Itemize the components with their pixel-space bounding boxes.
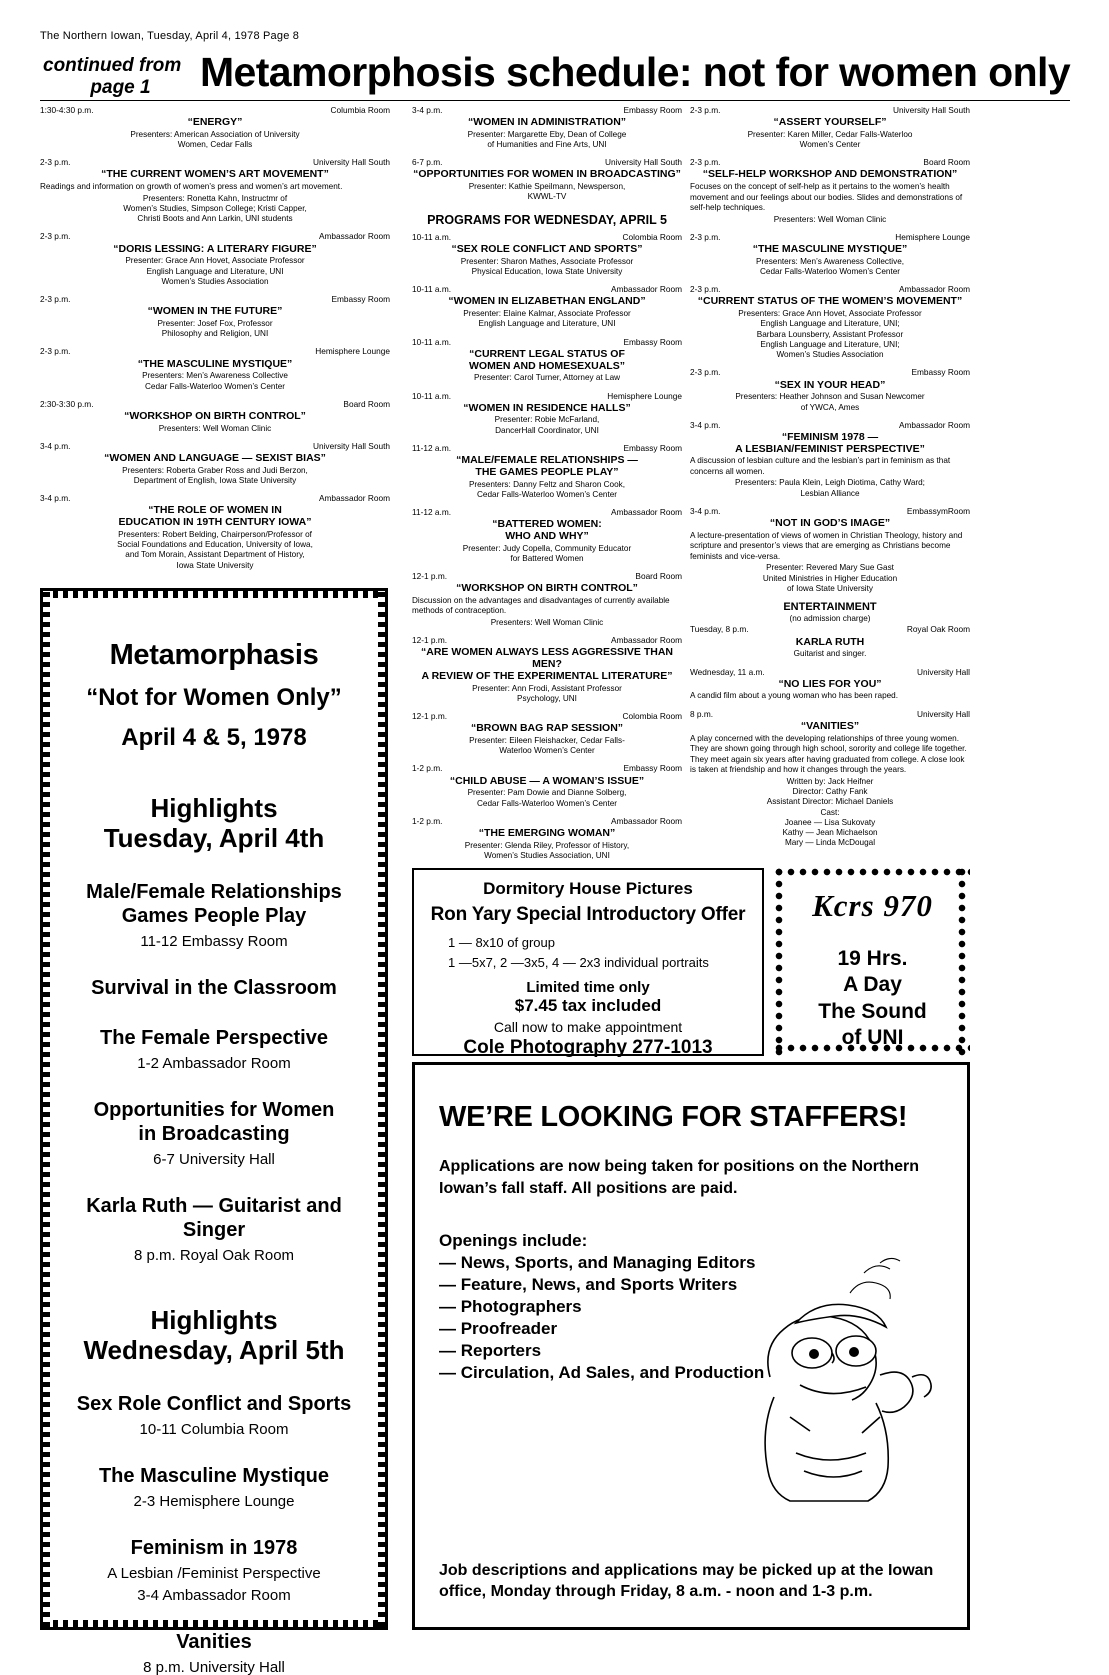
schedule-event xyxy=(40,493,390,571)
event-title: “SEX IN YOUR HEAD” xyxy=(774,378,886,391)
event-time: 2-3 p.m. xyxy=(690,157,721,168)
event-time: 2-3 p.m. xyxy=(690,284,721,295)
dorm-ad-limited: Limited time only xyxy=(526,979,650,996)
schedule-event xyxy=(40,105,390,150)
entertainment-heading: ENTERTAINMENT xyxy=(783,601,877,614)
event-presenters: Presenter: Sharon Mathes, Associate Professor Physical Education, Iowa State University xyxy=(460,256,634,277)
event-title: “OPPORTUNITIES FOR WOMEN IN BROADCASTING” xyxy=(413,168,681,181)
event-presenters: Presenters: Well Woman Clinic xyxy=(158,423,272,433)
event-presenters: Presenters: Roberta Graber Ross and Judi Berzon, Department of English, Iowa State University xyxy=(122,465,308,486)
staffers-recruitment-ad xyxy=(412,1062,970,1630)
schedule-event xyxy=(40,441,390,486)
event-presenters: Presenter: Grace Ann Hovet, Associate Professor English Language and Literature, UNI Women’s Studies Association xyxy=(125,256,305,286)
highlight-item-detail: 1-2 Ambassador Room xyxy=(137,1054,291,1072)
event-presenters: Presenter: Judy Copella, Community Educator for Battered Women xyxy=(462,543,632,563)
event-presenters: Presenters: Well Woman Clinic xyxy=(773,214,887,224)
schedule-column-2 xyxy=(412,105,682,868)
event-room: University Hall South xyxy=(604,157,682,168)
schedule-event xyxy=(412,507,682,564)
highlight-item: Feminism in 1978 xyxy=(130,1536,298,1559)
schedule-event xyxy=(690,667,970,702)
schedule-event xyxy=(412,763,682,808)
highlight-item-detail: 2-3 Hemisphere Lounge xyxy=(133,1492,295,1510)
event-presenters: Written by: Jack Heifner Director: Cathy Fank Assistant Director: Michael Daniels Cast: Joanee — Lisa Sukovaty Kathy — Jean Michaelson Mary — Linda McDougal xyxy=(766,776,894,848)
event-title: “MALE/FEMALE RELATIONSHIPS — THE GAMES PEOPLE PLAY” xyxy=(456,454,638,478)
event-time: 12-1 p.m. xyxy=(412,635,448,646)
schedule-event xyxy=(690,232,970,277)
event-presenters: Presenter: Glenda Riley, Professor of History, Women’s Studies Association, UNI xyxy=(464,840,630,860)
event-presenters: Presenters: American Association of University Women, Cedar Falls xyxy=(130,129,300,150)
highlights-content xyxy=(57,605,371,1675)
schedule-event xyxy=(690,709,970,849)
event-time: 3-4 p.m. xyxy=(40,493,71,504)
highlight-item-detail: 6-7 University Hall xyxy=(153,1150,275,1168)
kcrs-tagline: 19 Hrs. A Day The Sound of UNI xyxy=(818,947,927,1049)
event-time: 12-1 p.m. xyxy=(412,571,448,582)
event-presenters: Presenters: Grace Ann Hovet, Associate Professor English Language and Literature, UNI; Barbara Lounsberry, Assistant Professor English Language and Literature, UNI; Women’s Studies Association xyxy=(738,309,922,360)
event-description: Discussion on the advantages and disadvantages of currently available methods of contraception. xyxy=(412,595,670,616)
staff-ad-paragraph: Applications are now being taken for positions on the Northern Iowan’s fall staff. All positions are paid. xyxy=(439,1158,920,1197)
schedule-column-3 xyxy=(690,105,970,856)
event-time: 2-3 p.m. xyxy=(690,367,721,378)
dorm-ad-company: Cole Photography 277-1013 xyxy=(463,1037,713,1058)
schedule-event xyxy=(40,157,390,224)
staff-ad-openings-label: Openings include: xyxy=(439,1231,588,1251)
schedule-event xyxy=(690,420,970,499)
continued-from xyxy=(43,55,198,99)
event-title: “THE ROLE OF WOMEN IN EDUCATION IN 19TH CENTURY IOWA” xyxy=(118,504,312,529)
event-time: 3-4 p.m. xyxy=(690,505,721,516)
continued-line1: continued from xyxy=(43,55,182,76)
schedule-event xyxy=(412,157,682,202)
highlights-subtitle: “Not for Women Only” xyxy=(86,684,342,711)
event-title: “NOT IN GOD’S IMAGE” xyxy=(769,517,891,530)
event-room: Board Room xyxy=(635,571,682,582)
masthead: The Northern Iowan, Tuesday, April 4, 1978 Page 8 xyxy=(40,30,300,42)
highlights-heading-tuesday: Highlights Tuesday, April 4th xyxy=(103,793,325,853)
event-title: “BROWN BAG RAP SESSION” xyxy=(470,722,624,735)
event-title: “THE MASCULINE MYSTIQUE” xyxy=(752,243,908,256)
schedule-event xyxy=(690,157,970,225)
event-title: “CHILD ABUSE — A WOMAN’S ISSUE” xyxy=(449,774,645,787)
event-description: A play concerned with the developing relationships of three young women. They are shown going through high school, sorority and college life together. They meet again six years after having graduated from college. A close look is taken at friendship and how it changes through the years. xyxy=(690,733,967,775)
event-time: 11-12 a.m. xyxy=(412,442,452,453)
entertainment-subnote: (no admission charge) xyxy=(789,614,871,624)
event-presenters: Presenter: Elaine Kalmar, Associate Professor English Language and Literature, UNI xyxy=(463,309,631,329)
event-title: “WORKSHOP ON BIRTH CONTROL” xyxy=(124,409,306,422)
event-room: University Hall xyxy=(916,708,970,719)
highlight-item-detail: 10-11 Columbia Room xyxy=(139,1420,289,1438)
event-room: Royal Oak Room xyxy=(906,624,970,635)
event-room: Embassy Room xyxy=(623,763,682,774)
page-headline: Metamorphosis schedule: not for women only xyxy=(200,49,1071,95)
event-title: “ARE WOMEN ALWAYS LESS AGGRESSIVE THAN MEN? A REVIEW OF THE EXPERIMENTAL LITERATURE” xyxy=(420,646,674,682)
event-presenters: Presenter: Margarette Eby, Dean of College of Humanities and Fine Arts, UNI xyxy=(467,129,627,150)
event-time: Wednesday, 11 a.m. xyxy=(690,666,765,677)
event-presenters: Presenter: Robie McFarland, DancerHall Coordinator, UNI xyxy=(494,415,600,435)
highlight-item: Survival in the Classroom xyxy=(91,976,337,999)
event-time: 1-2 p.m. xyxy=(412,815,443,826)
schedule-event xyxy=(412,284,682,329)
event-presenters: Presenter: Carol Turner, Attorney at Law xyxy=(473,373,621,383)
event-title: “CURRENT LEGAL STATUS OF WOMEN AND HOMESEXUALS” xyxy=(469,347,625,372)
header-rule xyxy=(40,100,1070,101)
event-title: “NO LIES FOR YOU” xyxy=(778,677,882,690)
event-title: “WOMEN IN THE FUTURE” xyxy=(147,305,283,318)
event-presenters: Presenter: Kathie Speilmann, Newsperson, KWWL-TV xyxy=(468,182,626,202)
highlight-item-detail: 8 p.m. University Hall xyxy=(143,1658,285,1675)
event-title: “ENERGY” xyxy=(187,116,243,129)
schedule-event xyxy=(412,105,682,150)
event-presenters: Presenters: Robert Belding, Chairperson/Professor of Social Foundations and Education, University of Iowa, and Tom Morain, Assistant Department of History, Iowa State University xyxy=(117,529,313,570)
event-time: 3-4 p.m. xyxy=(690,419,721,430)
event-presenters: Presenters: Men’s Awareness Collective, Cedar Falls-Waterloo Women’s Center xyxy=(755,256,905,277)
event-room: Hemisphere Lounge xyxy=(607,390,682,401)
event-time: 1:30-4:30 p.m. xyxy=(40,105,94,115)
event-title: “THE MASCULINE MYSTIQUE” xyxy=(137,357,293,370)
event-description: Focuses on the concept of self-help as it pertains to the women’s health movement and our feelings about our bodies. Slides and demonstrations of self-help techniques. xyxy=(690,182,963,213)
event-title: “CURRENT STATUS OF THE WOMEN’S MOVEMENT” xyxy=(697,295,963,308)
highlights-heading-wednesday: Highlights Wednesday, April 5th xyxy=(83,1304,345,1365)
event-title: “ASSERT YOURSELF” xyxy=(773,116,887,129)
event-room: Embassy Room xyxy=(331,294,390,305)
staff-ad-opening-item: — Photographers xyxy=(439,1297,582,1317)
schedule-event xyxy=(412,635,682,704)
event-presenters: Presenter: Revered Mary Sue Gast United Ministries in Higher Education of Iowa State University xyxy=(762,563,898,593)
event-room: University Hall South xyxy=(892,105,970,115)
event-room: Ambassador Room xyxy=(318,493,390,504)
event-room: Ambassador Room xyxy=(898,284,970,295)
highlights-dates: April 4 & 5, 1978 xyxy=(121,724,307,751)
event-presenters: Presenter: Ann Frodi, Assistant Professor Psychology, UNI xyxy=(472,683,622,703)
event-time: 10-11 a.m. xyxy=(412,336,452,347)
event-time: 10-11 a.m. xyxy=(412,231,452,242)
highlight-item-detail: A Lesbian /Feminist Perspective xyxy=(107,1564,321,1582)
event-time: 2-3 p.m. xyxy=(40,231,71,242)
schedule-event xyxy=(412,391,682,436)
highlight-item: Sex Role Conflict and Sports xyxy=(76,1392,352,1415)
staff-ad-opening-item: — Reporters xyxy=(439,1341,542,1361)
event-description: A discussion of lesbian culture and the lesbian’s part in feminism as that concerns all women. xyxy=(690,456,951,476)
event-title: KARLA RUTH xyxy=(795,635,865,648)
schedule-event xyxy=(40,346,390,391)
event-room: Ambassador Room xyxy=(610,815,682,826)
event-time: Tuesday, 8 p.m. xyxy=(690,624,749,635)
event-title: “WOMEN IN RESIDENCE HALLS” xyxy=(463,401,631,414)
staff-ad-opening-item: — Circulation, Ad Sales, and Production xyxy=(439,1363,765,1383)
kcrs-radio-ad xyxy=(775,868,970,1056)
event-room: Embassy Room xyxy=(623,105,682,115)
highlight-item-detail: 8 p.m. Royal Oak Room xyxy=(133,1246,295,1264)
highlight-item: Karla Ruth — Guitarist and Singer xyxy=(86,1194,342,1241)
event-presenters: Presenter: Pam Dowie and Dianne Solberg, Cedar Falls-Waterloo Women’s Center xyxy=(467,788,627,808)
dorm-ad-offer: Ron Yary Special Introductory Offer xyxy=(430,904,746,925)
dorm-ad-line2: 1 —5x7, 2 —3x5, 4 — 2x3 individual portraits xyxy=(448,954,709,970)
event-presenters: Presenters: Heather Johnson and Susan Newcomer of YWCA, Ames xyxy=(735,392,925,412)
schedule-event xyxy=(40,294,390,339)
schedule-event xyxy=(412,711,682,756)
event-time: 2-3 p.m. xyxy=(690,105,721,115)
event-time: 11-12 a.m. xyxy=(412,507,452,518)
event-presenters: Presenters: Ronetta Kahn, Instructmr of Women’s Studies, Simpson College; Kristi Capper, Christi Boots and Ann Larkin, UNI students xyxy=(123,193,307,224)
event-time: 2-3 p.m. xyxy=(40,157,71,168)
schedule-section-heading: PROGRAMS FOR WEDNESDAY, APRIL 5 xyxy=(427,212,667,227)
event-title: “WOMEN IN ELIZABETHAN ENGLAND” xyxy=(448,295,646,308)
event-room: EmbassymRoom xyxy=(906,505,970,516)
event-title: “FEMINISM 1978 — A LESBIAN/FEMINIST PERSPECTIVE” xyxy=(735,430,925,455)
highlight-item: Opportunities for Women in Broadcasting xyxy=(93,1098,335,1145)
event-room: Colombia Room xyxy=(622,231,682,242)
event-room: Ambassador Room xyxy=(318,231,390,242)
event-time: 6-7 p.m. xyxy=(412,157,443,168)
highlight-item: Male/Female Relationships Games People Play xyxy=(86,880,342,927)
event-title: “WOMEN IN ADMINISTRATION” xyxy=(467,116,627,129)
schedule-event xyxy=(690,506,970,594)
event-title: “WOMEN AND LANGUAGE — SEXIST BIAS” xyxy=(104,452,326,465)
schedule-event xyxy=(412,571,682,628)
event-room: Ambassador Room xyxy=(610,635,682,646)
schedule-event xyxy=(40,399,390,434)
event-description: Readings and information on growth of women’s press and women’s art movement. xyxy=(40,182,343,192)
highlight-item: The Female Perspective xyxy=(100,1026,328,1049)
highlight-item-detail: 3-4 Ambassador Room xyxy=(137,1586,291,1604)
event-room: Ambassador Room xyxy=(610,284,682,295)
staff-ad-opening-item: — Feature, News, and Sports Writers xyxy=(439,1275,738,1295)
event-presenters: Presenters: Men’s Awareness Collective Cedar Falls-Waterloo Women’s Center xyxy=(142,371,288,391)
event-time: 1-2 p.m. xyxy=(412,763,443,774)
event-time: 2-3 p.m. xyxy=(690,231,721,242)
event-room: Hemisphere Lounge xyxy=(315,346,390,357)
event-room: Columbia Room xyxy=(330,105,390,115)
event-title: “DORIS LESSING: A LITERARY FIGURE” xyxy=(113,242,317,255)
event-room: Hemisphere Lounge xyxy=(895,231,970,242)
event-presenters: Presenter: Josef Fox, Professor Philosophy and Religion, UNI xyxy=(157,318,273,339)
event-title: “SEX ROLE CONFLICT AND SPORTS” xyxy=(451,243,643,256)
event-title: “THE EMERGING WOMAN” xyxy=(478,826,616,839)
schedule-event xyxy=(412,232,682,277)
event-room: Embassy Room xyxy=(623,442,682,453)
event-presenters: Presenters: Paula Klein, Leigh Diotima, Cathy Ward; Lesbian Alliance xyxy=(735,478,925,498)
event-room: Embassy Room xyxy=(911,367,970,378)
event-room: University Hall xyxy=(916,666,970,677)
event-room: University Hall South xyxy=(312,157,390,168)
dorm-ad-title: Dormitory House Pictures xyxy=(483,879,693,898)
staff-ad-opening-item: — News, Sports, and Managing Editors xyxy=(439,1253,756,1273)
event-presenters: Presenters: Danny Feltz and Sharon Cook, Cedar Falls-Waterloo Women’s Center xyxy=(468,479,626,499)
event-title: “WORKSHOP ON BIRTH CONTROL” xyxy=(456,582,638,595)
staff-ad-opening-item: — Proofreader xyxy=(439,1319,558,1339)
event-time: 10-11 a.m. xyxy=(412,390,452,401)
dorm-ad-price: $7.45 tax included xyxy=(514,996,662,1015)
event-title: “BATTERED WOMEN: WHO AND WHY” xyxy=(492,518,602,542)
event-presenters: Presenters: Well Woman Clinic xyxy=(490,617,604,627)
event-time: 2-3 p.m. xyxy=(40,294,71,305)
event-presenters: Presenter: Karen Miller, Cedar Falls-Waterloo Women’s Center xyxy=(747,129,913,150)
event-room: Colombia Room xyxy=(622,711,682,722)
event-time: 12-1 p.m. xyxy=(412,711,448,722)
event-time: 2:30-3:30 p.m. xyxy=(40,398,94,409)
highlight-item-detail: 11-12 Embassy Room xyxy=(140,932,288,950)
event-time: 3-4 p.m. xyxy=(412,105,443,115)
staff-ad-footer: Job descriptions and applications may be picked up at the Iowan office, Monday through Friday, 8 a.m. - noon and 1-3 p.m. xyxy=(439,1561,934,1601)
schedule-event xyxy=(690,624,970,659)
reporter-illustration xyxy=(730,1257,945,1507)
staff-ad-headline: WE’RE LOOKING FOR STAFFERS! xyxy=(439,1101,908,1133)
event-presenters: Presenter: Eileen Fleishacker, Cedar Falls- Waterloo Women’s Center xyxy=(469,735,625,756)
highlights-title: Metamorphasis xyxy=(109,639,319,671)
event-room: Board Room xyxy=(343,398,390,409)
event-room: Ambassador Room xyxy=(610,507,682,518)
highlight-item: Vanities xyxy=(176,1630,252,1653)
schedule-event xyxy=(412,337,682,384)
schedule-event xyxy=(412,443,682,500)
event-room: Ambassador Room xyxy=(898,419,970,430)
continued-line2: page 1 xyxy=(90,76,151,98)
event-room: Embassy Room xyxy=(623,336,682,347)
event-description: A lecture-presentation of views of women in Christian Theology, history and scripture and presentor’s views that are emerging as Christians become feminists and vice-versa. xyxy=(690,530,963,561)
schedule-event xyxy=(690,284,970,360)
dormitory-photo-ad xyxy=(412,868,764,1056)
event-title: “THE CURRENT WOMEN’S ART MOVEMENT” xyxy=(101,168,329,181)
event-time: 3-4 p.m. xyxy=(40,440,71,451)
event-time: 10-11 a.m. xyxy=(412,284,452,295)
schedule-column-1 xyxy=(40,105,390,578)
schedule-event xyxy=(412,816,682,861)
event-room: University Hall South xyxy=(312,440,390,451)
event-description: A candid film about a young woman who has been raped. xyxy=(690,691,899,701)
schedule-event xyxy=(40,231,390,287)
highlights-box xyxy=(40,588,388,1675)
schedule-event xyxy=(690,105,970,150)
highlight-item: The Masculine Mystique xyxy=(98,1464,330,1487)
event-presenters: Guitarist and singer. xyxy=(793,649,867,659)
event-title: “SELF-HELP WORKSHOP AND DEMONSTRATION” xyxy=(702,168,958,181)
event-room: Board Room xyxy=(923,157,970,168)
event-time: 8 p.m. xyxy=(690,708,714,719)
dorm-ad-line1: 1 — 8x10 of group xyxy=(448,935,555,950)
kcrs-logo: Kcrs 970 xyxy=(812,888,933,923)
schedule-event xyxy=(690,367,970,412)
event-time: 2-3 p.m. xyxy=(40,346,71,357)
event-title: “VANITIES” xyxy=(800,720,860,732)
dorm-ad-call: Call now to make appointment xyxy=(493,1019,683,1035)
